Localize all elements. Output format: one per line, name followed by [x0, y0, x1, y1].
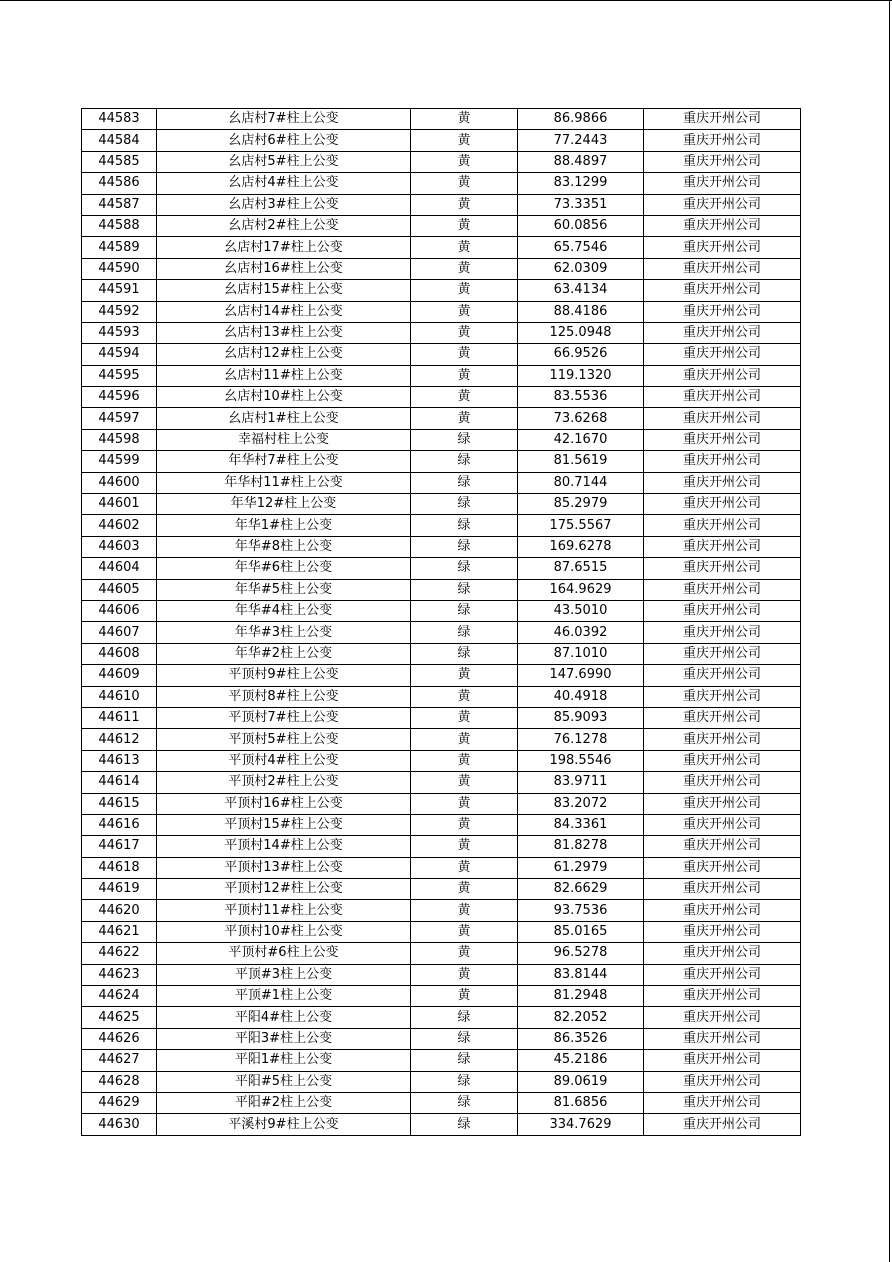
warning-level-cell: 绿: [411, 643, 518, 664]
warning-level-cell: 绿: [411, 1071, 518, 1092]
transformer-name-cell: 幺店村7#柱上公变: [157, 109, 411, 130]
table-row: [82, 1092, 801, 1113]
row-id-cell: 44588: [82, 215, 157, 236]
row-id-cell: 44625: [82, 1007, 157, 1028]
warning-level-cell: 黄: [411, 280, 518, 301]
transformer-name-cell: 幺店村15#柱上公变: [157, 280, 411, 301]
load-value-cell: 96.5278: [518, 943, 644, 964]
company-cell: 重庆开州公司: [644, 793, 801, 814]
transformer-name-cell: 幺店村10#柱上公变: [157, 387, 411, 408]
company-cell: 重庆开州公司: [644, 1092, 801, 1113]
transformer-name-cell: 幺店村14#柱上公变: [157, 301, 411, 322]
transformer-table: [81, 108, 801, 1136]
load-value-cell: 88.4186: [518, 301, 644, 322]
company-cell: 重庆开州公司: [644, 943, 801, 964]
table-row: [82, 964, 801, 985]
row-id-cell: 44583: [82, 109, 157, 130]
warning-level-cell: 黄: [411, 130, 518, 151]
table-row: [82, 215, 801, 236]
row-id-cell: 44611: [82, 707, 157, 728]
row-id-cell: 44621: [82, 921, 157, 942]
table-row: [82, 579, 801, 600]
company-cell: 重庆开州公司: [644, 429, 801, 450]
table-row: [82, 494, 801, 515]
table-row: [82, 365, 801, 386]
load-value-cell: 45.2186: [518, 1050, 644, 1071]
warning-level-cell: 绿: [411, 622, 518, 643]
load-value-cell: 84.3361: [518, 814, 644, 835]
warning-level-cell: 绿: [411, 515, 518, 536]
load-value-cell: 73.3351: [518, 194, 644, 215]
table-row: [82, 814, 801, 835]
row-id-cell: 44620: [82, 900, 157, 921]
table-row: [82, 472, 801, 493]
warning-level-cell: 绿: [411, 558, 518, 579]
row-id-cell: 44586: [82, 173, 157, 194]
load-value-cell: 87.6515: [518, 558, 644, 579]
table-row: [82, 237, 801, 258]
table-row: [82, 836, 801, 857]
warning-level-cell: 黄: [411, 729, 518, 750]
table-row: [82, 280, 801, 301]
warning-level-cell: 绿: [411, 536, 518, 557]
transformer-name-cell: 平顶村15#柱上公变: [157, 814, 411, 835]
transformer-name-cell: 平顶村14#柱上公变: [157, 836, 411, 857]
company-cell: 重庆开州公司: [644, 130, 801, 151]
load-value-cell: 46.0392: [518, 622, 644, 643]
transformer-name-cell: 年华#2柱上公变: [157, 643, 411, 664]
company-cell: 重庆开州公司: [644, 879, 801, 900]
table-row: [82, 750, 801, 771]
warning-level-cell: 黄: [411, 215, 518, 236]
load-value-cell: 83.9711: [518, 772, 644, 793]
row-id-cell: 44585: [82, 151, 157, 172]
page-top-border: [0, 0, 892, 1]
warning-level-cell: 绿: [411, 1028, 518, 1049]
row-id-cell: 44619: [82, 879, 157, 900]
transformer-name-cell: 平顶村8#柱上公变: [157, 686, 411, 707]
table-row: [82, 258, 801, 279]
transformer-name-cell: 平顶村#6柱上公变: [157, 943, 411, 964]
load-value-cell: 87.1010: [518, 643, 644, 664]
warning-level-cell: 绿: [411, 451, 518, 472]
company-cell: 重庆开州公司: [644, 280, 801, 301]
row-id-cell: 44587: [82, 194, 157, 215]
row-id-cell: 44595: [82, 365, 157, 386]
row-id-cell: 44605: [82, 579, 157, 600]
transformer-name-cell: 幺店村5#柱上公变: [157, 151, 411, 172]
row-id-cell: 44594: [82, 344, 157, 365]
company-cell: 重庆开州公司: [644, 1071, 801, 1092]
warning-level-cell: 黄: [411, 686, 518, 707]
load-value-cell: 82.2052: [518, 1007, 644, 1028]
row-id-cell: 44622: [82, 943, 157, 964]
table-row: [82, 729, 801, 750]
table-row: [82, 558, 801, 579]
table-row: [82, 921, 801, 942]
warning-level-cell: 黄: [411, 793, 518, 814]
table-row: [82, 943, 801, 964]
table-row: [82, 301, 801, 322]
transformer-name-cell: 年华村7#柱上公变: [157, 451, 411, 472]
company-cell: 重庆开州公司: [644, 515, 801, 536]
load-value-cell: 147.6990: [518, 665, 644, 686]
transformer-name-cell: 幺店村6#柱上公变: [157, 130, 411, 151]
company-cell: 重庆开州公司: [644, 729, 801, 750]
warning-level-cell: 黄: [411, 707, 518, 728]
warning-level-cell: 黄: [411, 772, 518, 793]
load-value-cell: 175.5567: [518, 515, 644, 536]
load-value-cell: 198.5546: [518, 750, 644, 771]
company-cell: 重庆开州公司: [644, 194, 801, 215]
load-value-cell: 40.4918: [518, 686, 644, 707]
table-body: [82, 109, 801, 1136]
table-row: [82, 879, 801, 900]
table-row: [82, 408, 801, 429]
company-cell: 重庆开州公司: [644, 986, 801, 1007]
company-cell: 重庆开州公司: [644, 365, 801, 386]
company-cell: 重庆开州公司: [644, 900, 801, 921]
row-id-cell: 44602: [82, 515, 157, 536]
load-value-cell: 169.6278: [518, 536, 644, 557]
table-row: [82, 1028, 801, 1049]
company-cell: 重庆开州公司: [644, 322, 801, 343]
row-id-cell: 44627: [82, 1050, 157, 1071]
company-cell: 重庆开州公司: [644, 857, 801, 878]
transformer-name-cell: 年华#8柱上公变: [157, 536, 411, 557]
company-cell: 重庆开州公司: [644, 1114, 801, 1135]
company-cell: 重庆开州公司: [644, 408, 801, 429]
table-row: [82, 707, 801, 728]
load-value-cell: 334.7629: [518, 1114, 644, 1135]
row-id-cell: 44629: [82, 1092, 157, 1113]
company-cell: 重庆开州公司: [644, 173, 801, 194]
company-cell: 重庆开州公司: [644, 1050, 801, 1071]
company-cell: 重庆开州公司: [644, 451, 801, 472]
transformer-name-cell: 年华#6柱上公变: [157, 558, 411, 579]
warning-level-cell: 黄: [411, 814, 518, 835]
warning-level-cell: 黄: [411, 857, 518, 878]
row-id-cell: 44603: [82, 536, 157, 557]
row-id-cell: 44628: [82, 1071, 157, 1092]
company-cell: 重庆开州公司: [644, 237, 801, 258]
warning-level-cell: 黄: [411, 151, 518, 172]
row-id-cell: 44599: [82, 451, 157, 472]
table-row: [82, 151, 801, 172]
load-value-cell: 81.8278: [518, 836, 644, 857]
row-id-cell: 44615: [82, 793, 157, 814]
load-value-cell: 76.1278: [518, 729, 644, 750]
load-value-cell: 83.2072: [518, 793, 644, 814]
warning-level-cell: 绿: [411, 1050, 518, 1071]
company-cell: 重庆开州公司: [644, 301, 801, 322]
company-cell: 重庆开州公司: [644, 536, 801, 557]
transformer-name-cell: 幺店村4#柱上公变: [157, 173, 411, 194]
load-value-cell: 81.5619: [518, 451, 644, 472]
load-value-cell: 81.6856: [518, 1092, 644, 1113]
row-id-cell: 44604: [82, 558, 157, 579]
table-row: [82, 1050, 801, 1071]
company-cell: 重庆开州公司: [644, 258, 801, 279]
load-value-cell: 83.8144: [518, 964, 644, 985]
transformer-name-cell: 年华12#柱上公变: [157, 494, 411, 515]
transformer-name-cell: 平顶村11#柱上公变: [157, 900, 411, 921]
warning-level-cell: 绿: [411, 1114, 518, 1135]
load-value-cell: 85.2979: [518, 494, 644, 515]
table-row: [82, 986, 801, 1007]
warning-level-cell: 绿: [411, 1092, 518, 1113]
warning-level-cell: 绿: [411, 600, 518, 621]
company-cell: 重庆开州公司: [644, 600, 801, 621]
table-row: [82, 622, 801, 643]
warning-level-cell: 黄: [411, 986, 518, 1007]
row-id-cell: 44590: [82, 258, 157, 279]
row-id-cell: 44589: [82, 237, 157, 258]
table-row: [82, 109, 801, 130]
warning-level-cell: 黄: [411, 387, 518, 408]
load-value-cell: 86.3526: [518, 1028, 644, 1049]
table-row: [82, 1114, 801, 1135]
row-id-cell: 44630: [82, 1114, 157, 1135]
table-row: [82, 130, 801, 151]
transformer-name-cell: 年华村11#柱上公变: [157, 472, 411, 493]
load-value-cell: 89.0619: [518, 1071, 644, 1092]
table-row: [82, 600, 801, 621]
transformer-name-cell: 年华#5柱上公变: [157, 579, 411, 600]
transformer-name-cell: 幺店村2#柱上公变: [157, 215, 411, 236]
load-value-cell: 88.4897: [518, 151, 644, 172]
load-value-cell: 62.0309: [518, 258, 644, 279]
row-id-cell: 44608: [82, 643, 157, 664]
warning-level-cell: 黄: [411, 665, 518, 686]
table-row: [82, 322, 801, 343]
table-row: [82, 451, 801, 472]
warning-level-cell: 绿: [411, 494, 518, 515]
company-cell: 重庆开州公司: [644, 921, 801, 942]
load-value-cell: 66.9526: [518, 344, 644, 365]
row-id-cell: 44596: [82, 387, 157, 408]
company-cell: 重庆开州公司: [644, 494, 801, 515]
table-row: [82, 686, 801, 707]
company-cell: 重庆开州公司: [644, 387, 801, 408]
company-cell: 重庆开州公司: [644, 836, 801, 857]
transformer-name-cell: 平顶#3柱上公变: [157, 964, 411, 985]
warning-level-cell: 黄: [411, 258, 518, 279]
warning-level-cell: 黄: [411, 750, 518, 771]
row-id-cell: 44613: [82, 750, 157, 771]
company-cell: 重庆开州公司: [644, 1028, 801, 1049]
load-value-cell: 43.5010: [518, 600, 644, 621]
company-cell: 重庆开州公司: [644, 579, 801, 600]
load-value-cell: 93.7536: [518, 900, 644, 921]
table-row: [82, 900, 801, 921]
row-id-cell: 44623: [82, 964, 157, 985]
transformer-name-cell: 平顶村12#柱上公变: [157, 879, 411, 900]
transformer-name-cell: 平顶村7#柱上公变: [157, 707, 411, 728]
transformer-name-cell: 幺店村17#柱上公变: [157, 237, 411, 258]
load-value-cell: 42.1670: [518, 429, 644, 450]
row-id-cell: 44598: [82, 429, 157, 450]
transformer-name-cell: 幸福村柱上公变: [157, 429, 411, 450]
warning-level-cell: 黄: [411, 964, 518, 985]
transformer-name-cell: 平顶村9#柱上公变: [157, 665, 411, 686]
table-row: [82, 857, 801, 878]
row-id-cell: 44584: [82, 130, 157, 151]
table-row: [82, 173, 801, 194]
warning-level-cell: 黄: [411, 921, 518, 942]
load-value-cell: 83.5536: [518, 387, 644, 408]
company-cell: 重庆开州公司: [644, 964, 801, 985]
transformer-name-cell: 年华#4柱上公变: [157, 600, 411, 621]
warning-level-cell: 黄: [411, 900, 518, 921]
warning-level-cell: 绿: [411, 1007, 518, 1028]
warning-level-cell: 黄: [411, 173, 518, 194]
load-value-cell: 60.0856: [518, 215, 644, 236]
load-value-cell: 82.6629: [518, 879, 644, 900]
row-id-cell: 44617: [82, 836, 157, 857]
warning-level-cell: 黄: [411, 836, 518, 857]
company-cell: 重庆开州公司: [644, 707, 801, 728]
load-value-cell: 77.2443: [518, 130, 644, 151]
transformer-name-cell: 平阳4#柱上公变: [157, 1007, 411, 1028]
transformer-name-cell: 年华#3柱上公变: [157, 622, 411, 643]
warning-level-cell: 黄: [411, 408, 518, 429]
row-id-cell: 44606: [82, 600, 157, 621]
warning-level-cell: 黄: [411, 879, 518, 900]
row-id-cell: 44607: [82, 622, 157, 643]
company-cell: 重庆开州公司: [644, 772, 801, 793]
transformer-name-cell: 幺店村3#柱上公变: [157, 194, 411, 215]
row-id-cell: 44593: [82, 322, 157, 343]
transformer-name-cell: 幺店村1#柱上公变: [157, 408, 411, 429]
table-row: [82, 194, 801, 215]
warning-level-cell: 绿: [411, 472, 518, 493]
load-value-cell: 164.9629: [518, 579, 644, 600]
load-value-cell: 85.9093: [518, 707, 644, 728]
table-row: [82, 665, 801, 686]
row-id-cell: 44610: [82, 686, 157, 707]
warning-level-cell: 绿: [411, 579, 518, 600]
row-id-cell: 44616: [82, 814, 157, 835]
transformer-name-cell: 年华1#柱上公变: [157, 515, 411, 536]
company-cell: 重庆开州公司: [644, 622, 801, 643]
load-value-cell: 83.1299: [518, 173, 644, 194]
table-row: [82, 515, 801, 536]
row-id-cell: 44614: [82, 772, 157, 793]
transformer-name-cell: 平阳#2柱上公变: [157, 1092, 411, 1113]
warning-level-cell: 绿: [411, 429, 518, 450]
transformer-name-cell: 幺店村12#柱上公变: [157, 344, 411, 365]
load-value-cell: 61.2979: [518, 857, 644, 878]
warning-level-cell: 黄: [411, 194, 518, 215]
table-row: [82, 429, 801, 450]
page-right-border: [889, 0, 890, 1262]
row-id-cell: 44612: [82, 729, 157, 750]
load-value-cell: 119.1320: [518, 365, 644, 386]
warning-level-cell: 黄: [411, 301, 518, 322]
transformer-name-cell: 平顶#1柱上公变: [157, 986, 411, 1007]
transformer-name-cell: 幺店村11#柱上公变: [157, 365, 411, 386]
table-row: [82, 344, 801, 365]
company-cell: 重庆开州公司: [644, 686, 801, 707]
company-cell: 重庆开州公司: [644, 215, 801, 236]
transformer-name-cell: 平顶村13#柱上公变: [157, 857, 411, 878]
transformer-name-cell: 平阳#5柱上公变: [157, 1071, 411, 1092]
row-id-cell: 44618: [82, 857, 157, 878]
transformer-name-cell: 平顶村4#柱上公变: [157, 750, 411, 771]
warning-level-cell: 黄: [411, 365, 518, 386]
load-value-cell: 85.0165: [518, 921, 644, 942]
row-id-cell: 44600: [82, 472, 157, 493]
load-value-cell: 125.0948: [518, 322, 644, 343]
row-id-cell: 44591: [82, 280, 157, 301]
load-value-cell: 73.6268: [518, 408, 644, 429]
company-cell: 重庆开州公司: [644, 151, 801, 172]
transformer-name-cell: 幺店村13#柱上公变: [157, 322, 411, 343]
row-id-cell: 44592: [82, 301, 157, 322]
warning-level-cell: 黄: [411, 322, 518, 343]
table-row: [82, 1071, 801, 1092]
row-id-cell: 44597: [82, 408, 157, 429]
row-id-cell: 44624: [82, 986, 157, 1007]
company-cell: 重庆开州公司: [644, 344, 801, 365]
load-value-cell: 86.9866: [518, 109, 644, 130]
transformer-name-cell: 平阳3#柱上公变: [157, 1028, 411, 1049]
warning-level-cell: 黄: [411, 109, 518, 130]
row-id-cell: 44626: [82, 1028, 157, 1049]
company-cell: 重庆开州公司: [644, 750, 801, 771]
table-row: [82, 772, 801, 793]
transformer-name-cell: 幺店村16#柱上公变: [157, 258, 411, 279]
transformer-name-cell: 平顶村5#柱上公变: [157, 729, 411, 750]
company-cell: 重庆开州公司: [644, 643, 801, 664]
company-cell: 重庆开州公司: [644, 814, 801, 835]
table-row: [82, 1007, 801, 1028]
company-cell: 重庆开州公司: [644, 1007, 801, 1028]
row-id-cell: 44609: [82, 665, 157, 686]
load-value-cell: 65.7546: [518, 237, 644, 258]
transformer-name-cell: 平顶村16#柱上公变: [157, 793, 411, 814]
load-value-cell: 63.4134: [518, 280, 644, 301]
transformer-name-cell: 平阳1#柱上公变: [157, 1050, 411, 1071]
transformer-name-cell: 平顶村2#柱上公变: [157, 772, 411, 793]
table-row: [82, 536, 801, 557]
company-cell: 重庆开州公司: [644, 109, 801, 130]
transformer-name-cell: 平顶村10#柱上公变: [157, 921, 411, 942]
table-row: [82, 643, 801, 664]
table-row: [82, 793, 801, 814]
transformer-name-cell: 平溪村9#柱上公变: [157, 1114, 411, 1135]
row-id-cell: 44601: [82, 494, 157, 515]
warning-level-cell: 黄: [411, 344, 518, 365]
company-cell: 重庆开州公司: [644, 472, 801, 493]
load-value-cell: 80.7144: [518, 472, 644, 493]
company-cell: 重庆开州公司: [644, 665, 801, 686]
table-row: [82, 387, 801, 408]
warning-level-cell: 黄: [411, 237, 518, 258]
warning-level-cell: 黄: [411, 943, 518, 964]
load-value-cell: 81.2948: [518, 986, 644, 1007]
company-cell: 重庆开州公司: [644, 558, 801, 579]
